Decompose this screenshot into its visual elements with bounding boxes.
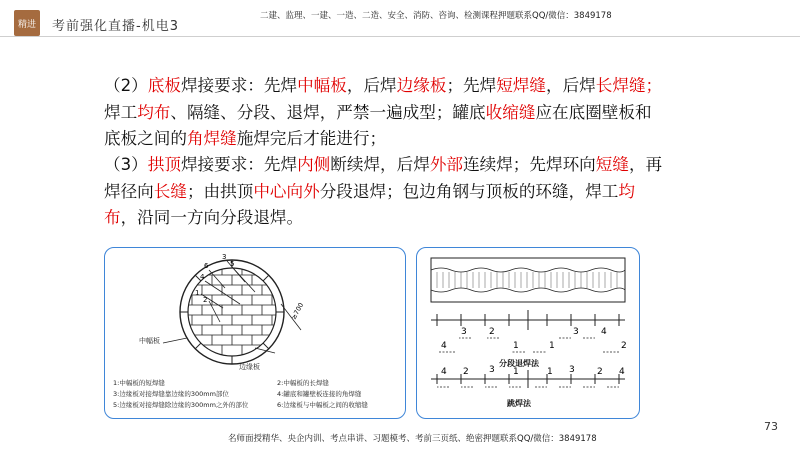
svg-text:4: 4 <box>441 367 447 377</box>
label-center-plate: 中幅板 <box>139 337 160 345</box>
callout-2: 2 <box>203 296 208 304</box>
para2-highlight-1: 拱顶 <box>147 155 181 174</box>
svg-text:2: 2 <box>621 341 627 351</box>
skip-welding-label: 跳焊法 <box>507 399 531 408</box>
callout-6: 6 <box>204 262 209 270</box>
para1-text-1: （2） <box>104 76 148 95</box>
svg-text:2: 2 <box>489 327 495 337</box>
para1-text-6: 焊工 <box>104 102 138 122</box>
para2-text-3: 断续焊，后焊 <box>330 155 430 174</box>
svg-text:3: 3 <box>489 365 495 375</box>
figure-welding-sequence <box>416 247 640 419</box>
legend-item-5: 5:边缘板对接焊缝除边缘的300mm之外的部位 <box>113 401 249 409</box>
para1-highlight-8: 角焊缝 <box>186 129 237 148</box>
tank-bottom-diagram <box>105 248 405 368</box>
svg-text:2: 2 <box>463 367 469 377</box>
para1-highlight-4: 短焊缝 <box>496 76 546 95</box>
para2-highlight-6: 中心向外 <box>253 181 320 201</box>
svg-text:4: 4 <box>619 367 625 377</box>
para2-text-7: 分段退焊；包边角钢与顶板的环缝，焊工 <box>319 181 619 201</box>
para1-text-4: ；先焊 <box>446 76 497 95</box>
para2-text-5: ，再焊径向 <box>104 155 663 201</box>
para2-text-8: ，沿同一方向分段退焊。 <box>120 208 304 227</box>
course-title: 考前强化直播-机电3 <box>52 19 179 34</box>
svg-text:4: 4 <box>441 341 447 351</box>
para1-text-2: 焊接要求：先焊 <box>180 76 298 95</box>
bottom-contact-notice: 名师面授精华、央企内训、考点串讲、习题模考、考前三页纸、绝密押题联系QQ/微信：3849178 <box>228 434 597 444</box>
para1-highlight-5: 长焊缝； <box>595 76 663 95</box>
figure-tank-bottom-welding <box>104 247 406 419</box>
logo: 精进 <box>14 10 40 36</box>
svg-text:1: 1 <box>549 341 555 351</box>
para2-text-1: （3） <box>104 155 148 174</box>
para1-text-7: 、隔缝、分段、退焊，严禁一遍成型；罐底 <box>170 102 486 122</box>
legend-item-2: 2:中幅板的长焊缝 <box>277 379 329 387</box>
svg-text:3: 3 <box>573 327 579 337</box>
para1-highlight-6: 均布 <box>137 102 171 122</box>
top-contact-notice: 二建、监理、一建、一造、二造、安全、消防、咨询、检测课程押题联系QQ/微信：3849178 <box>260 11 612 21</box>
svg-text:4: 4 <box>601 327 607 337</box>
dimension-label: ≥700 <box>289 301 306 321</box>
para1-highlight-1: 底板 <box>147 76 181 95</box>
para2-highlight-4: 短缝 <box>595 155 629 174</box>
svg-text:3: 3 <box>569 365 575 375</box>
legend-item-1: 1:中幅板的短焊缝 <box>113 379 165 387</box>
svg-text:3: 3 <box>461 327 467 337</box>
para1-highlight-2: 中幅板 <box>297 76 347 95</box>
legend-item-6: 6:边缘板与中幅板之间的收缩缝 <box>277 401 368 409</box>
page-number: 73 <box>764 420 778 433</box>
svg-text:1: 1 <box>513 367 519 377</box>
para1-text-5: ，后焊 <box>546 76 596 95</box>
para2-highlight-5: 长缝 <box>153 181 187 201</box>
svg-text:2: 2 <box>597 367 603 377</box>
para2-highlight-3: 外部 <box>429 155 464 174</box>
para1-text-9: 施焊完后才能进行； <box>236 129 387 148</box>
header-divider <box>0 36 800 37</box>
para1-highlight-7: 收缩缝 <box>485 102 536 122</box>
para2-highlight-7: 均布 <box>104 181 635 227</box>
weld-strip <box>431 258 625 302</box>
paragraph-bottom-welding <box>104 73 664 153</box>
para2-highlight-2: 内侧 <box>297 155 331 174</box>
label-annular-plate: 边缘板 <box>239 363 260 371</box>
legend-item-4: 4:罐底和罐壁板连接的角焊缝 <box>277 390 362 398</box>
para1-text-8: 应在底圈壁板和底板之间的 <box>104 102 652 148</box>
para2-text-2: 焊接要求：先焊 <box>180 155 298 174</box>
callout-1: 1 <box>195 289 200 297</box>
weld-sequence-diagram <box>417 248 639 418</box>
callout-5: 5 <box>230 260 235 268</box>
callout-4: 4 <box>200 273 205 281</box>
para2-text-6: ；由拱顶 <box>186 181 254 201</box>
svg-text:1: 1 <box>513 341 519 351</box>
para1-highlight-3: 边缘板 <box>396 76 447 95</box>
para1-text-3: ，后焊 <box>346 76 397 95</box>
legend-item-3: 3:边缘板对接焊缝靠边缘的300mm部位 <box>113 390 229 398</box>
segment-backstep-label: 分段退焊法 <box>499 359 539 368</box>
callout-3: 3 <box>222 253 227 261</box>
svg-text:1: 1 <box>547 367 553 377</box>
paragraph-dome-welding <box>104 152 664 232</box>
para2-text-4: 连续焊；先焊环向 <box>463 155 596 174</box>
